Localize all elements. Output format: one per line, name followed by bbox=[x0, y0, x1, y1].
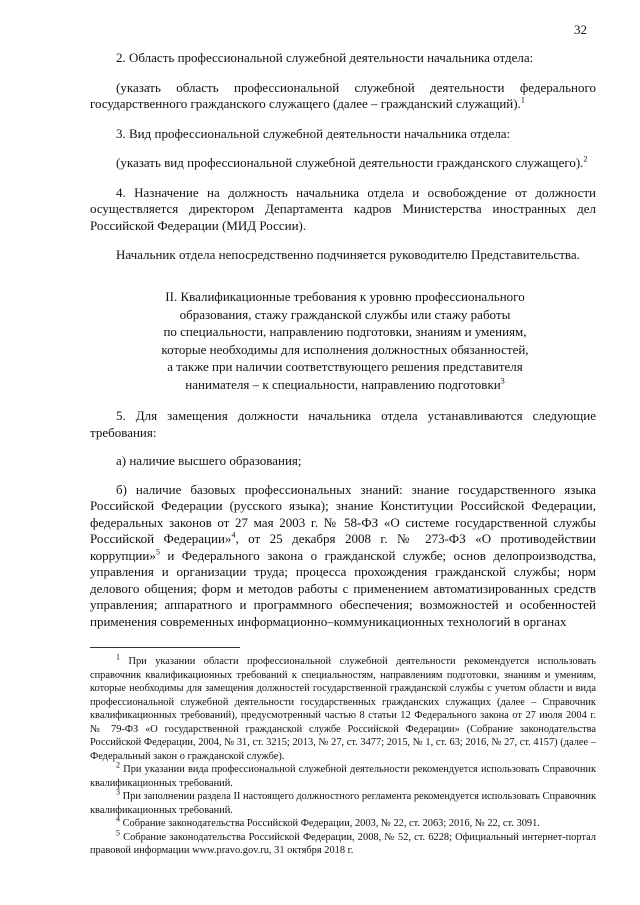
paragraph-5: Начальник отдела непосредственно подчиняется руководителю Представительства. bbox=[116, 247, 580, 262]
footnote-2: $^2$ При указании вида профессиональной служебной деятельности рекомендуется использовать Справочник квалификационных требований. bbox=[90, 760, 596, 789]
paragraph-4: 4. Назначение на должность начальника отдела и освобождение от должности осуществляется директором Департамента кадров Министерства иностранных дел Российской Федерации (МИД России). bbox=[90, 184, 596, 233]
paragraph-s2-3: б) наличие базовых профессиональных знаний: знание государственного языка Российской Федерации (русского языка); знание Конституции Российской Федерации, федеральных законов от 27 мая 2003 г. № 58-ФЗ «О системе государственной службы Российской Федерации»$^4$, от 25 декабря 2008 г. № 273-ФЗ «О противодействии коррупции»$^5$ и Федерального закона о гражданской службе; основ делопроизводства, управления и организации труда; процесса прохождения гражданской службы; норм делового общения; форм и методов работы с применением автоматизированных средств управления; аппаратного и программного обеспечения; возможностей и особенностей применения современных информационно–коммуникационных технологий в органах bbox=[90, 481, 596, 629]
section-1-body bbox=[90, 50, 596, 264]
footnote-5: $^5$ Собрание законодательства Российской Федерации, 2008, № 52, ст. 6228; Официальный интернет-портал правовой информации www.pravo.gov.ru, 31 октября 2018 г. bbox=[90, 828, 596, 856]
paragraph-3: 3. Вид профессиональной служебной деятельности начальника отдела: bbox=[116, 125, 511, 141]
paragraph-2-hint: (указать область профессиональной служебной деятельности федерального государственного гражданского служащего (далее – гражданский служащий).$^1$ bbox=[90, 79, 596, 111]
footnote-3: $^3$ При заполнении раздела II настоящего должностного регламента рекомендуется использовать Справочник квалификационных требований. bbox=[90, 787, 596, 816]
footnote-ref-3: 3 bbox=[500, 376, 505, 386]
footnote-ref-1: 1 bbox=[520, 95, 525, 105]
paragraph-s2-2: а) наличие высшего образования; bbox=[116, 453, 302, 468]
footnote-ref-5: 5 bbox=[155, 547, 160, 557]
page-number: 32 bbox=[574, 22, 587, 37]
footnote-4: $^4$ Собрание законодательства Российской Федерации, 2003, № 22, ст. 2063; 2016, № 22, ст. 3091. bbox=[116, 814, 540, 829]
paragraph-2: 2. Область профессиональной служебной деятельности начальника отдела: bbox=[116, 50, 534, 65]
footnote-1: $^1$ При указании области профессиональной служебной деятельности рекомендуется использовать справочник квалификационных требований к специальностям, направлениям подготовки, знаниям и умениям, которые необходимы для замещения должностей государственной гражданской службы с учетом области и вида профессиональной служебной деятельности государственных гражданских служащих (далее – Справочник квалификационных требований), предусмотренный частью 8 статьи 12 Федерального закона от 27 июля 2004 г. № 79-ФЗ «О государственной гражданской службе Российской Федерации» (Собрание законодательства Российской Федерации, 2004, № 31, ст. 3215; 2013, № 27, ст. 3477; 2015, № 1, ст. 63; 2016, № 27, ст. 4157) (далее – Федеральный закон о гражданской службе). bbox=[90, 652, 596, 762]
section-2-body bbox=[90, 408, 596, 630]
section-heading: II. Квалификационные требования к уровню профессионального образования, стажу гражданской службы или стажу работы по специальности, направлению подготовки, знаниям и умениям, которые необходимы для исполнения должностных обязанностей, а также при наличии соответствующего решения представителя нанимателя – к специальности, направлению подготовки$^3$ bbox=[161, 289, 529, 392]
paragraph-s2-1: 5. Для замещения должности начальника отдела устанавливаются следующие требования: bbox=[90, 408, 596, 440]
footnote-divider bbox=[90, 647, 240, 648]
footnote-ref-4: 4 bbox=[231, 530, 236, 540]
footnote-ref-2: 2 bbox=[583, 154, 588, 164]
paragraph-3-hint: (указать вид профессиональной служебной деятельности гражданского служащего).$^2$ bbox=[116, 154, 588, 170]
footnotes bbox=[90, 652, 596, 858]
